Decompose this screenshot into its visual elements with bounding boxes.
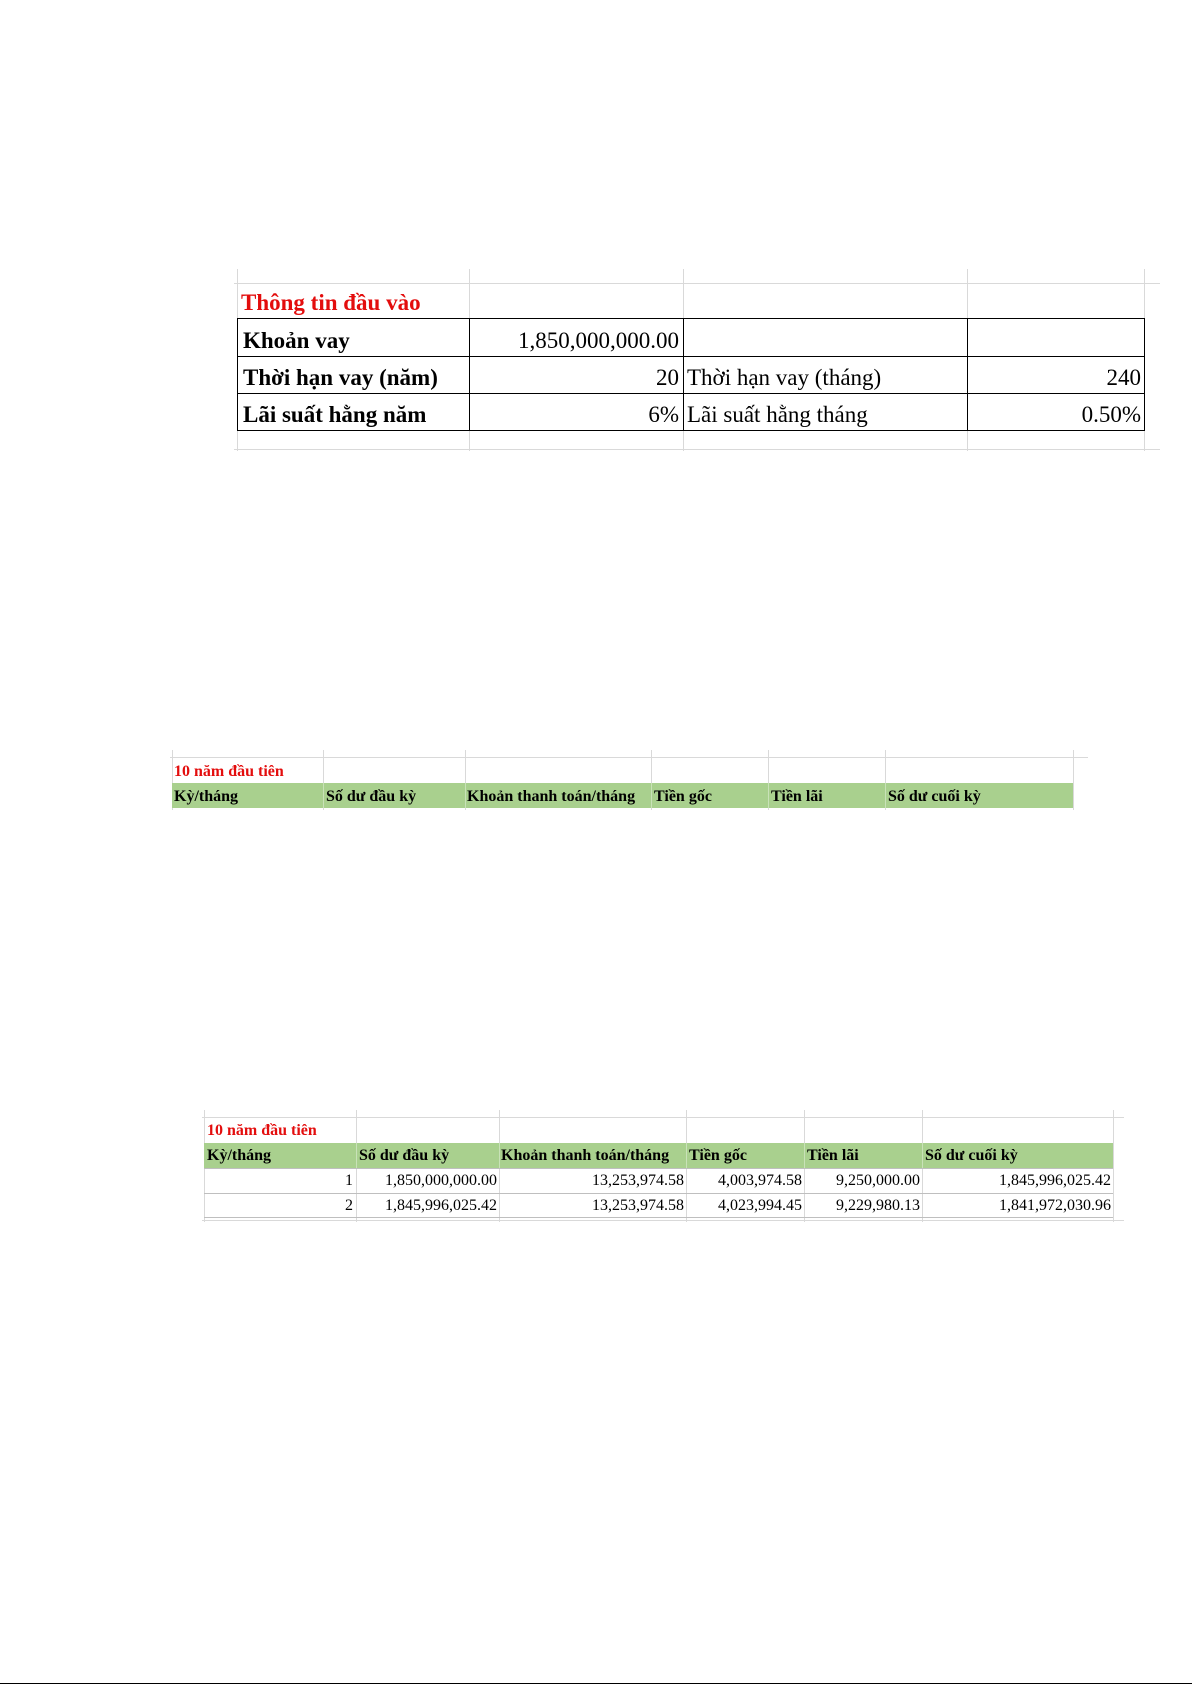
gridline xyxy=(170,757,1088,758)
cell-interest: 9,229,980.13 xyxy=(836,1197,920,1214)
column-header: Số dư đầu kỳ xyxy=(326,788,417,805)
column-header: Khoản thanh toán/tháng xyxy=(501,1147,670,1164)
column-header: Khoản thanh toán/tháng xyxy=(467,788,636,805)
row-border xyxy=(204,1193,1113,1194)
cell-closing-balance: 1,841,972,030.96 xyxy=(999,1197,1111,1214)
term-years-label: Thời hạn vay (năm) xyxy=(243,365,438,390)
term-years-value: 20 xyxy=(656,365,679,390)
column-header: Kỳ/tháng xyxy=(207,1147,272,1164)
cell-border xyxy=(237,430,1145,431)
gridline xyxy=(234,449,1160,450)
column-header: Tiền lãi xyxy=(771,788,823,805)
gridline xyxy=(234,283,1160,284)
cell-border xyxy=(469,318,470,431)
column-header: Số dư cuối kỳ xyxy=(888,788,981,805)
term-months-label: Thời hạn vay (tháng) xyxy=(687,365,882,390)
cell-border xyxy=(967,318,968,431)
gridline xyxy=(465,783,466,808)
cell-principal: 4,003,974.58 xyxy=(718,1172,802,1189)
gridline xyxy=(499,1143,500,1168)
gridline xyxy=(922,1143,923,1168)
cell-interest: 9,250,000.00 xyxy=(836,1172,920,1189)
input-info-title: Thông tin đầu vào xyxy=(241,290,421,315)
gridline xyxy=(202,1117,1124,1118)
monthly-rate-label: Lãi suất hằng tháng xyxy=(687,402,868,427)
cell-border xyxy=(237,393,1145,394)
cell-closing-balance: 1,845,996,025.42 xyxy=(999,1172,1111,1189)
cell-opening-balance: 1,845,996,025.42 xyxy=(385,1197,497,1214)
gridline xyxy=(768,783,769,808)
cell-border xyxy=(683,318,684,431)
cell-payment: 13,253,974.58 xyxy=(592,1197,684,1214)
annual-rate-value: 6% xyxy=(648,402,679,427)
row-border xyxy=(204,1168,1113,1169)
cell-principal: 4,023,994.45 xyxy=(718,1197,802,1214)
cell-border xyxy=(237,356,1145,357)
gridline xyxy=(202,1220,1124,1221)
term-months-value: 240 xyxy=(1106,365,1141,390)
cell-border xyxy=(237,318,1145,319)
gridline xyxy=(651,783,652,808)
gridline xyxy=(1073,750,1074,810)
loan-label: Khoản vay xyxy=(243,328,350,353)
cell-period: 2 xyxy=(345,1197,353,1214)
annual-rate-label: Lãi suất hằng năm xyxy=(243,402,427,427)
gridline xyxy=(686,1143,687,1168)
gridline xyxy=(804,1143,805,1168)
cell-border xyxy=(1144,318,1145,431)
row-border xyxy=(204,1217,1113,1218)
table-title: 10 năm đầu tiên xyxy=(174,763,284,780)
gridline xyxy=(885,783,886,808)
column-header: Tiền gốc xyxy=(689,1147,747,1164)
cell-period: 1 xyxy=(345,1172,353,1189)
cell-opening-balance: 1,850,000,000.00 xyxy=(385,1172,497,1189)
gridline xyxy=(356,1143,357,1168)
monthly-rate-value: 0.50% xyxy=(1081,402,1141,427)
column-header: Tiền gốc xyxy=(654,788,712,805)
column-header: Tiền lãi xyxy=(807,1147,859,1164)
table-title: 10 năm đầu tiên xyxy=(207,1122,317,1139)
loan-value: 1,850,000,000.00 xyxy=(518,328,679,353)
cell-payment: 13,253,974.58 xyxy=(592,1172,684,1189)
cell-border xyxy=(237,318,238,431)
column-header: Số dư cuối kỳ xyxy=(925,1147,1018,1164)
gridline xyxy=(1113,1110,1114,1222)
column-header: Số dư đầu kỳ xyxy=(359,1147,450,1164)
gridline xyxy=(323,783,324,808)
column-header: Kỳ/tháng xyxy=(174,788,239,805)
page-bottom-rule xyxy=(0,1683,1192,1684)
